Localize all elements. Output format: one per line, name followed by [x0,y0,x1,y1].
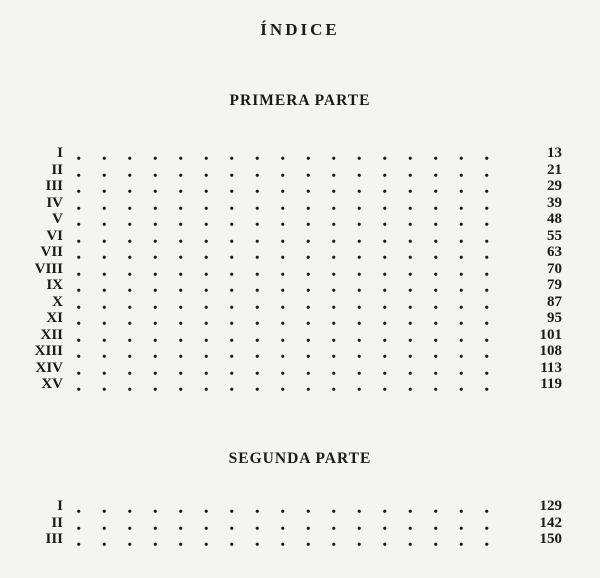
chapter-number: V [52,211,63,227]
toc-entry [0,277,600,294]
toc-entry [0,310,600,327]
dot-leader [66,195,500,212]
page-number: 48 [547,211,562,227]
dot-leader [66,178,500,195]
part-title-segunda: SEGUNDA PARTE [228,450,372,467]
chapter-number: I [57,498,63,514]
dot-leader [66,531,500,548]
dot-leader [66,211,500,228]
page-number: 79 [547,277,562,293]
dot-leader [66,228,500,245]
chapter-number: III [45,531,63,547]
toc-entry [0,515,600,532]
page-number: 21 [547,161,562,178]
page-number: 29 [547,178,562,194]
chapter-number: XI [46,310,63,326]
toc-entry [0,360,600,377]
part-title-primera: PRIMERA PARTE [229,92,371,109]
chapter-number: XV [41,376,63,392]
dot-leader [66,498,500,515]
dot-leader [66,310,500,327]
toc-entry [0,228,600,245]
dot-leader [66,261,500,278]
chapter-number: XII [40,326,63,343]
dot-leader [66,515,500,532]
toc-entry [0,211,600,228]
page-number: 113 [540,359,562,376]
chapter-number: I [57,145,63,161]
chapter-number: VI [46,227,63,244]
toc-entry [0,327,600,344]
dot-leader [66,294,500,311]
chapter-number: XIV [35,359,63,376]
chapter-number: X [52,293,63,310]
page-number: 119 [540,376,562,392]
dot-leader [66,327,500,344]
chapter-number: VII [40,244,63,260]
page-number: 63 [547,244,562,260]
dot-leader [66,343,500,360]
toc-list-primera [0,145,600,393]
chapter-number: III [45,178,63,194]
dot-leader [66,145,500,162]
dot-leader [66,162,500,179]
chapter-number: XIII [34,343,63,359]
toc-entry [0,195,600,212]
page-number: 95 [547,310,562,326]
page-number: 55 [547,227,562,244]
dot-leader [66,360,500,377]
chapter-number: II [51,514,63,531]
toc-entry [0,145,600,162]
page-number: 70 [547,260,562,277]
page-number: 13 [547,145,562,161]
toc-entry [0,294,600,311]
page-number: 142 [539,514,562,531]
page-number: 39 [547,194,562,211]
chapter-number: VIII [34,260,63,277]
toc-entry [0,162,600,179]
page-number: 150 [539,531,562,547]
page-number: 101 [539,326,562,343]
toc-list-segunda [0,498,600,548]
toc-entry [0,261,600,278]
page-number: 108 [539,343,562,359]
toc-entry [0,178,600,195]
toc-entry [0,498,600,515]
dot-leader [66,244,500,261]
chapter-number: IX [46,277,63,293]
toc-entry [0,531,600,548]
chapter-number: IV [46,194,63,211]
dot-leader [66,277,500,294]
dot-leader [66,376,500,393]
page-number: 87 [547,293,562,310]
page-number: 129 [539,498,562,514]
toc-entry [0,244,600,261]
chapter-number: II [51,161,63,178]
toc-entry [0,343,600,360]
toc-entry [0,376,600,393]
page-title: ÍNDICE [260,20,340,39]
